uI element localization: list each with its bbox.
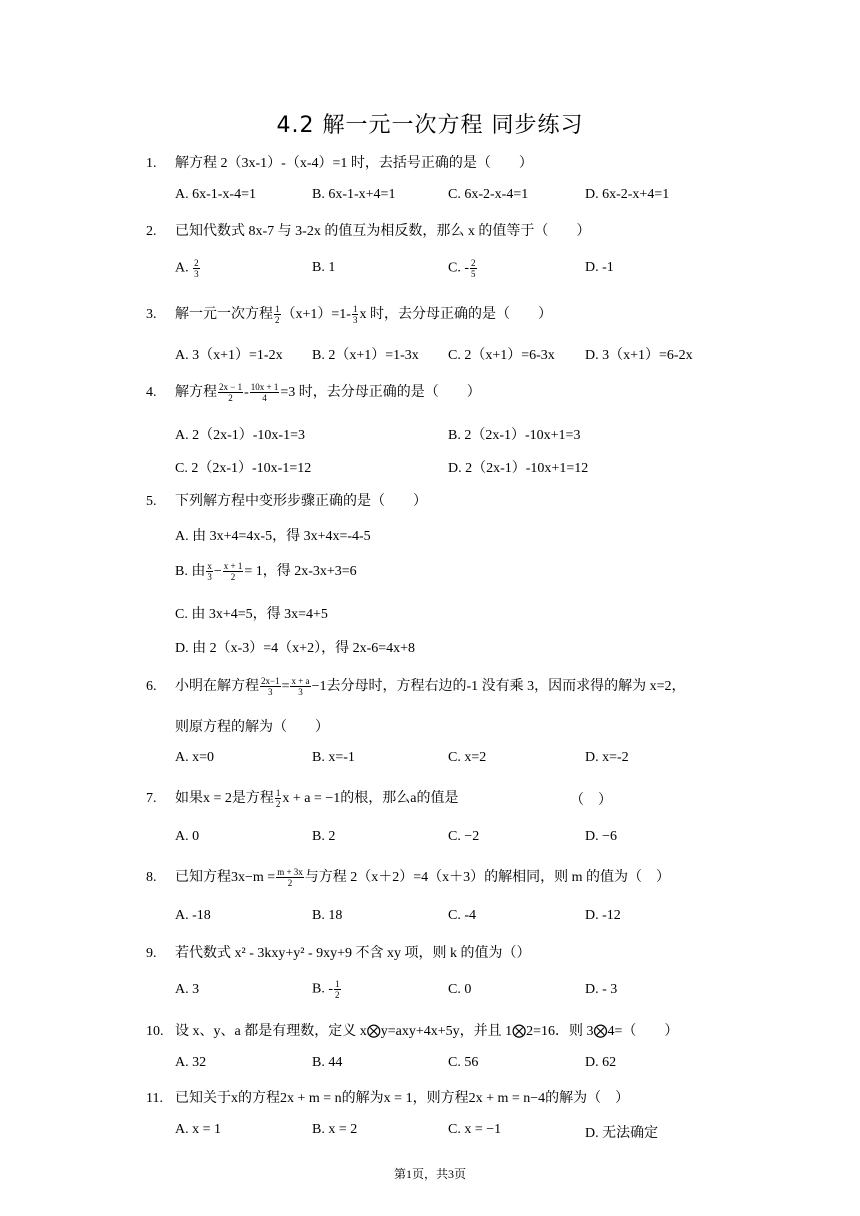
denominator: 2: [275, 315, 280, 326]
q5-option-b[interactable]: [175, 560, 357, 582]
question-10: [146, 1020, 678, 1040]
question-text: 解方程 2（3x-1）-（x-4）=1 时，去括号正确的是（ ）: [175, 156, 533, 171]
q4-option-b[interactable]: B. 2（2x-1）-10x+1=3: [448, 428, 581, 443]
q3-option-c[interactable]: C. 2（x+1）=6-3x: [448, 348, 555, 363]
fraction: [260, 676, 281, 697]
q9-option-d[interactable]: D. - 3: [585, 982, 618, 997]
q7-option-c[interactable]: C. −2: [448, 829, 480, 844]
q8-option-d[interactable]: D. -12: [585, 908, 621, 923]
question-number: 9.: [146, 946, 157, 961]
question-text: -: [244, 385, 249, 400]
numerator: 2: [471, 258, 476, 268]
option-label: B. 由: [175, 564, 206, 579]
denominator: 3: [207, 572, 212, 583]
question-text: （x+1）=1-: [281, 307, 351, 322]
question-number: 4.: [146, 385, 157, 400]
question-11: [146, 1087, 629, 1107]
question-text: 与方程 2（x＋2）=4（x＋3）的解相同，则 m 的值为（ ）: [304, 870, 671, 885]
question-text: x 时，去分母正确的是（ ）: [359, 307, 552, 322]
question-number: 11.: [146, 1091, 163, 1106]
question-6: [146, 675, 686, 697]
q9-option-a[interactable]: A. 3: [175, 982, 200, 997]
numerator: 2x − 1: [219, 382, 243, 393]
q7-option-d[interactable]: D. −6: [585, 829, 618, 844]
q6-option-d[interactable]: D. x=-2: [585, 750, 629, 765]
question-text: 已知代数式 8x-7 与 3-2x 的值互为相反数，那么 x 的值等于（ ）: [175, 224, 591, 239]
denominator: 2: [275, 799, 281, 810]
q2-option-d[interactable]: D. -1: [585, 260, 614, 275]
option-label: A.: [175, 260, 189, 276]
q6-option-c[interactable]: C. x=2: [448, 750, 487, 765]
denominator: 3: [268, 687, 273, 698]
q10-option-a[interactable]: A. 32: [175, 1055, 207, 1070]
question-8: [146, 866, 670, 888]
question-number: 7.: [146, 791, 157, 806]
denominator: 5: [471, 269, 476, 279]
question-text: =3 时，去分母正确的是（ ）: [280, 385, 481, 400]
denominator: 3: [298, 687, 303, 698]
fraction: [470, 258, 477, 279]
numerator: x + a: [291, 676, 310, 687]
fraction: [193, 258, 200, 279]
q2-option-c[interactable]: [448, 258, 478, 279]
q8-option-b[interactable]: B. 18: [312, 908, 343, 923]
q10-option-c[interactable]: C. 56: [448, 1055, 479, 1070]
question-number: 2.: [146, 224, 157, 239]
option-label: B. -: [312, 981, 333, 997]
question-text: x + a = −1的根，那么a的值是: [282, 791, 459, 806]
question-number: 1.: [146, 156, 157, 171]
q4-option-c[interactable]: C. 2（2x-1）-10x-1=12: [175, 461, 312, 476]
q6-option-a[interactable]: A. x=0: [175, 750, 215, 765]
q1-option-d[interactable]: D. 6x-2-x+4=1: [585, 187, 670, 202]
question-5: [146, 490, 427, 510]
question-9: [146, 942, 531, 962]
q3-option-d[interactable]: D. 3（x+1）=6-2x: [585, 348, 693, 363]
option-text: −: [213, 564, 222, 579]
denominator: 4: [262, 393, 267, 404]
q2-option-b[interactable]: B. 1: [312, 260, 336, 275]
question-text: 已知关于x的方程2x + m = n的解为x = 1，则方程2x + m = n−4的解为（ ）: [175, 1091, 630, 1106]
q11-option-b[interactable]: B. x = 2: [312, 1122, 358, 1137]
page-footer: 第1页，共3页: [393, 1167, 466, 1181]
question-number: 8.: [146, 870, 157, 885]
q8-option-a[interactable]: A. -18: [175, 908, 211, 923]
answer-bracket: （ ）: [570, 793, 612, 808]
question-7: [146, 787, 459, 809]
q4-option-d[interactable]: D. 2（2x-1）-10x+1=12: [448, 461, 589, 476]
q3-option-b[interactable]: B. 2（x+1）=1-3x: [312, 348, 419, 363]
question-4: [146, 381, 481, 403]
denominator: 2: [335, 990, 340, 1000]
q9-option-c[interactable]: C. 0: [448, 982, 472, 997]
denominator: 3: [194, 269, 199, 279]
page-title: 4.2 解一元一次方程 同步练习: [276, 113, 584, 138]
question-text: 解一元一次方程: [175, 307, 273, 322]
q1-option-a[interactable]: A. 6x-1-x-4=1: [175, 187, 256, 202]
q1-option-c[interactable]: C. 6x-2-x-4=1: [448, 187, 529, 202]
numerator: 2: [194, 258, 199, 268]
q10-option-d[interactable]: D. 62: [585, 1055, 617, 1070]
numerator: 1: [352, 304, 358, 315]
q7-option-a[interactable]: A. 0: [175, 829, 200, 844]
q3-option-a[interactable]: A. 3（x+1）=1-2x: [175, 348, 283, 363]
question-number: 10.: [146, 1024, 164, 1039]
question-number: 5.: [146, 494, 157, 509]
question-text: 下列解方程中变形步骤正确的是（ ）: [175, 494, 427, 509]
numerator: x + 1: [223, 561, 243, 572]
denominator: 2: [287, 878, 293, 889]
question-text: 若代数式 x² - 3kxy+y² - 9xy+9 不含 xy 项，则 k 的值为（）: [175, 946, 531, 961]
q11-option-c[interactable]: C. x = −1: [448, 1122, 502, 1137]
q5-option-a[interactable]: A. 由 3x+4=4x-5，得 3x+4x=-4-5: [175, 529, 371, 544]
q7-option-b[interactable]: B. 2: [312, 829, 336, 844]
fraction: [290, 676, 310, 697]
question-text: −1去分母时，方程右边的-1 没有乘 3，因而求得的解为 x=2，: [311, 679, 686, 694]
question-3: [146, 303, 552, 325]
question-number: 3.: [146, 307, 157, 322]
option-text: = 1，得 2x-3x+3=6: [244, 564, 357, 579]
numerator: 10x + 1: [250, 382, 279, 393]
q11-option-a[interactable]: A. x = 1: [175, 1122, 222, 1137]
q4-option-a[interactable]: A. 2（2x-1）-10x-1=3: [175, 428, 305, 443]
question-text: 设 x、y、a 都是有理数，定义 x⨂y=axy+4x+5y，并且 1⨂2=16．则 3⨂4=（ ）: [175, 1024, 679, 1039]
q8-option-c[interactable]: C. -4: [448, 908, 476, 923]
numerator: 1: [335, 979, 340, 989]
denominator: 3: [352, 315, 358, 326]
question-text: 小明在解方程: [175, 679, 259, 694]
question-text: =: [281, 679, 290, 694]
fraction: [274, 304, 281, 325]
question-6-line-2: 则原方程的解为（ ）: [175, 720, 329, 735]
numerator: 1: [275, 788, 281, 799]
q10-option-b[interactable]: B. 44: [312, 1055, 343, 1070]
question-text: 解方程: [175, 385, 217, 400]
fraction: [218, 382, 243, 403]
question-1: [146, 152, 533, 172]
q6-option-b[interactable]: B. x=-1: [312, 750, 355, 765]
option-label: C. -: [448, 260, 469, 276]
fraction: [223, 561, 244, 582]
q1-option-b[interactable]: B. 6x-1-x+4=1: [312, 187, 396, 202]
fraction: [206, 561, 213, 582]
q2-option-a[interactable]: [175, 258, 201, 279]
fraction: [275, 788, 282, 809]
q5-option-c[interactable]: C. 由 3x+4=5，得 3x=4+5: [175, 607, 328, 622]
question-2: [146, 220, 590, 240]
numerator: m + 3x: [277, 867, 303, 878]
question-number: 6.: [146, 679, 157, 694]
fraction: [334, 979, 341, 1000]
q9-option-b[interactable]: [312, 979, 342, 1000]
q11-option-d[interactable]: D. 无法确定: [585, 1126, 659, 1141]
q5-option-d[interactable]: D. 由 2（x-3）=4（x+2），得 2x-6=4x+8: [175, 641, 416, 656]
question-text: 已知方程3x−m =: [175, 870, 276, 885]
denominator: 2: [230, 572, 236, 583]
numerator: 1: [275, 304, 280, 315]
fraction: [352, 304, 359, 325]
denominator: 2: [228, 393, 233, 404]
question-text: 如果x = 2是方程: [175, 791, 274, 806]
numerator: 2x−1: [261, 676, 280, 687]
numerator: x: [207, 561, 212, 572]
fraction: [250, 382, 280, 403]
fraction: [276, 867, 304, 888]
